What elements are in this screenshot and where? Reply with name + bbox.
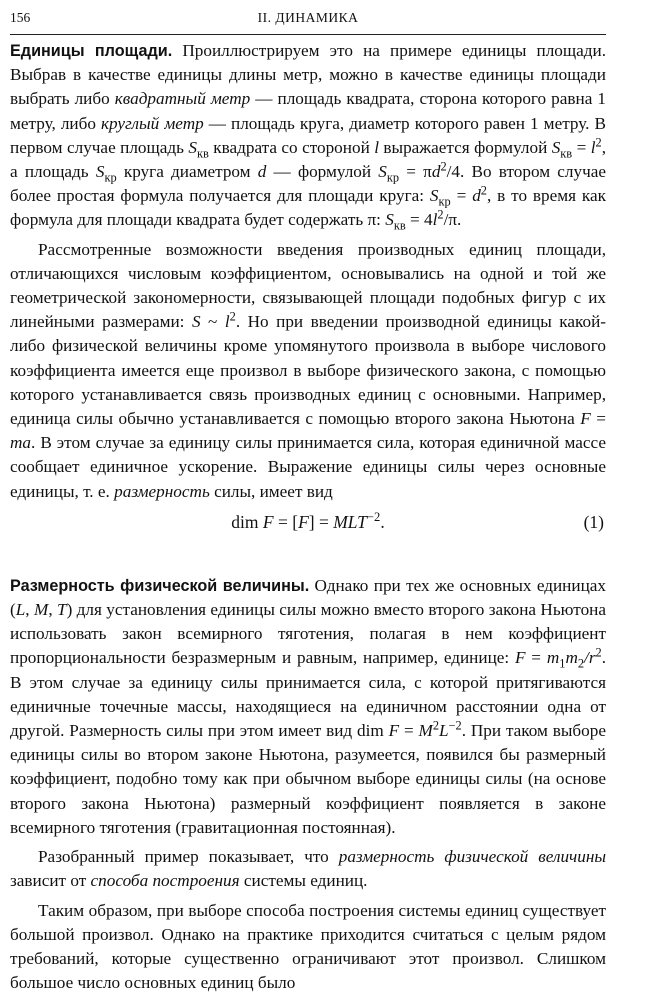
book-page: [10, 6, 606, 995]
paragraph-derived-units: Рассмотренные возможности введения производных единиц площади, отличающихся числовым коэффициентом, основывались на одной и той же геометрической закономерности, связывающей площади подобных фигур с их линейными размерами: S ~ $l^2$. Но при введении производной единицы какой-либо физической величины кроме упомянутого произвола в выборе числового коэффициента имеется еще произвол в выборе физического закона, с помощью которого устанавливается связь производных единиц с основными. Например, единица силы обычно устанавливается с помощью второго закона Ньютона F = ma. В этом случае за единицу силы принимается сила, которая единичной массе сообщает единичное ускорение. Выражение единицы силы через основные единицы, т. е. размерность силы, имеет вид: [10, 239, 606, 501]
section-heading-dimension: Размерность физической величины.: [10, 576, 310, 595]
equation-expression: dim $F = [F] = MLT^{-2}$.: [231, 510, 385, 532]
paragraph-arbitrariness: Таким образом, при выборе способа построения системы единиц существует большой произвол. Однако на практике приходится считаться с целым рядом требований, которые существенно ограничивают этот произвол. Слишком большое число основных единиц было: [10, 900, 606, 993]
equation-number: (1): [583, 511, 604, 532]
paragraph-dimension: Размерность физической величины. Однако при тех же основных единицах (L, M, T) для установления единицы силы можно вместо второго закона Ньютона использовать закон всемирного тяготения, полагая в нем коэффициент пропорциональности безразмерным и равным, например, единице: $F = m_1m_2/r^2$. В этом случае за единицу силы принимается сила, с которой притягиваются единичные точечные массы, находящиеся на единичном расстоянии одна от другой. Размерность силы при этом имеет вид dim $F = M^2L^{-2}$. При таком выборе единицы силы во втором законе Ньютона, разумеется, появился бы размерный коэффициент, подобно тому как при обычном выборе единицы силы (на основе второго закона Ньютона) размерный коэффициент появляется в законе всемирного тяготения (гравитационная постоянная).: [10, 575, 606, 837]
chapter-title: II. ДИНАМИКА: [257, 10, 359, 25]
section-heading-area: Единицы площади.: [10, 42, 173, 60]
paragraph-area-units: Единицы площади. Проиллюстрируем это на примере единицы площади. Выбрав в качестве единицы длины метр, можно в качестве единицы площади выбрать либо квадратный метр — площадь квадрата, сторона которого равна 1 метру, либо круглый метр — площадь круга, диаметр которого равен 1 метру. В первом случае площадь $S_{кв}$ квадрата со стороной l выражается формулой $S_{кв} = l^2$, а площадь $S_{кр}$ круга диаметром d — формулой $S_{кр} = \pi d^2/4$. Во втором случае более простая формула получается для площади круга: $S_{кр} = d^2$, в то время как формула для площади квадрата будет содержать π: $S_{кв} = 4l^2/\pi$.: [10, 41, 607, 233]
header-rule: [10, 34, 606, 35]
equation-1: [10, 504, 606, 540]
page-number: 156: [10, 10, 31, 25]
paragraph-example-conclusion: Разобранный пример показывает, что размерность физической величины зависит от способа построения системы единиц.: [10, 847, 606, 891]
running-header: [10, 6, 606, 30]
